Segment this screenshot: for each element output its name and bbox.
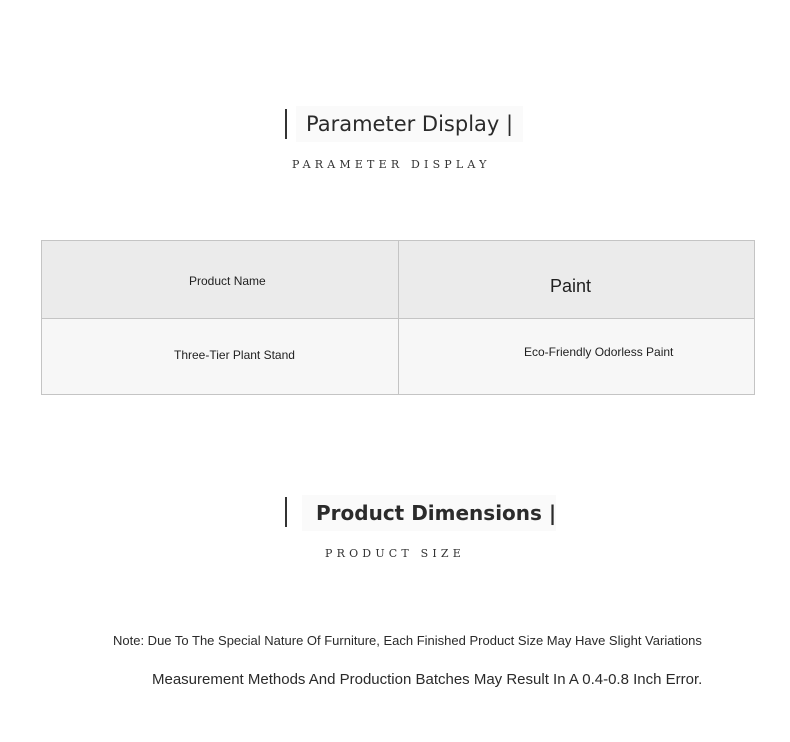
table-cell-paint-value: Eco-Friendly Odorless Paint: [524, 345, 674, 359]
table-cell-product-value: Three-Tier Plant Stand: [174, 348, 295, 362]
size-note-line-2: Measurement Methods And Production Batches May Result In A 0.4-0.8 Inch Error.: [152, 671, 703, 688]
dimensions-heading-bar: [285, 497, 287, 527]
parameter-table: [41, 240, 755, 395]
parameter-heading-bar: [285, 109, 287, 139]
table-header-paint: Paint: [550, 276, 592, 296]
parameter-heading-title: Parameter Display |: [296, 106, 523, 142]
table-header-product-name: Product Name: [189, 274, 266, 288]
dimensions-heading-title: Product Dimensions |: [302, 495, 556, 531]
table-column-divider: [398, 241, 399, 394]
parameter-heading-subtitle: PARAMETER DISPLAY: [292, 158, 491, 171]
dimensions-heading-subtitle: PRODUCT SIZE: [325, 547, 465, 560]
size-note-line-1: Note: Due To The Special Nature Of Furniture, Each Finished Product Size May Have Slight Variations: [113, 633, 702, 648]
